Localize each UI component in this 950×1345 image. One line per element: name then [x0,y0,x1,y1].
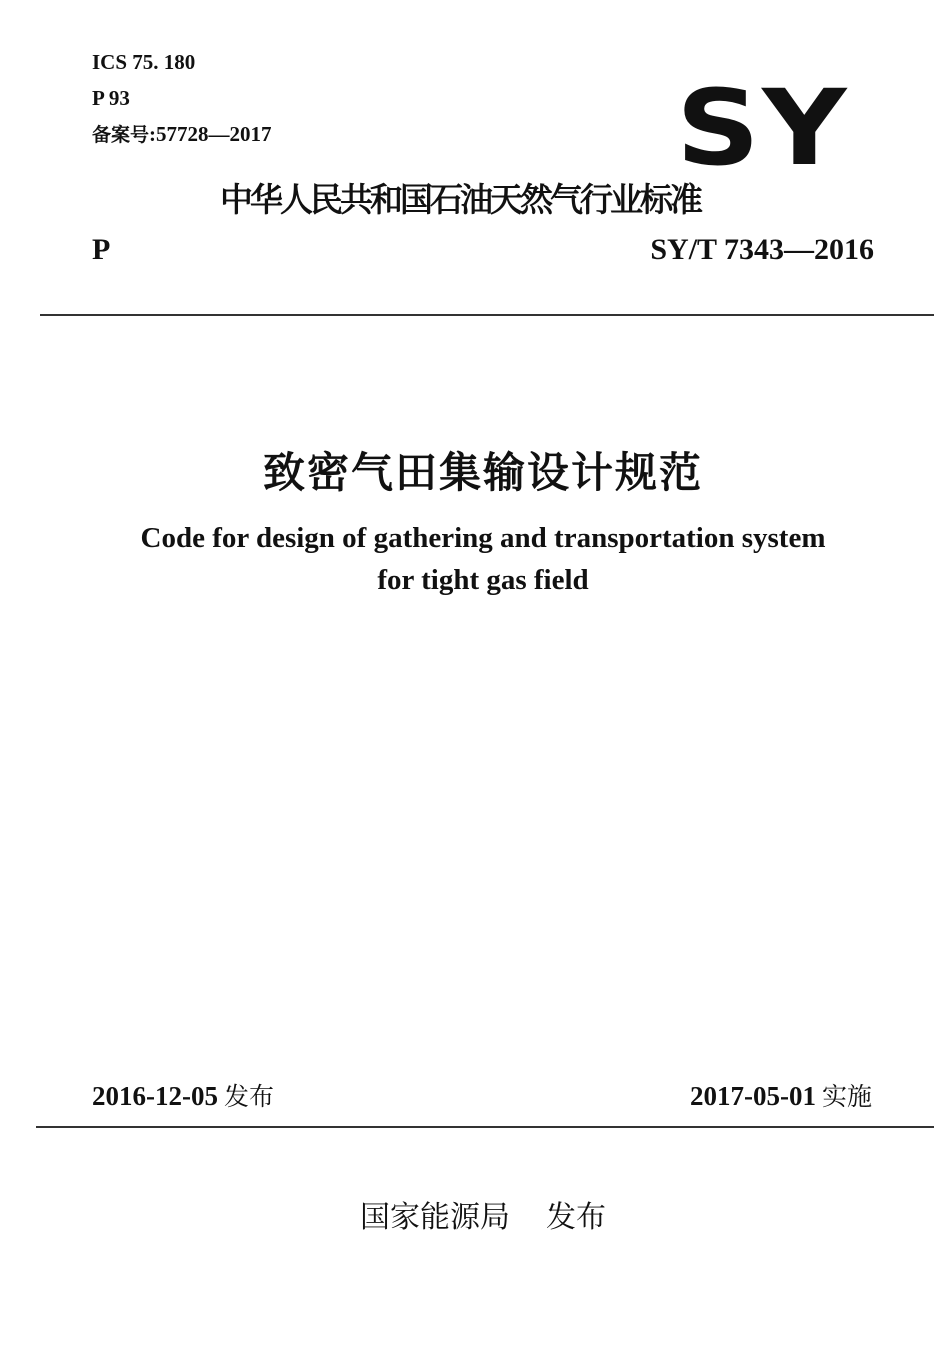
filing-number-line [92,122,272,147]
category-letter: P [92,233,111,266]
issue-date-label: 发布 [223,1082,274,1111]
sy-logo: SY [676,67,849,189]
document-title-chinese: 致密气田集输设计规范 [262,448,703,497]
industry-standard-title: 中华人民共和国石油天然气行业标准 [220,180,700,219]
filing-label: 备案号 [92,124,150,146]
standard-number: SY/T 7343—2016 [650,233,874,266]
effective-date-line [690,1078,872,1115]
document-title-english-line2: for tight gas field [377,564,589,596]
issuer-name: 国家能源局 [360,1200,510,1235]
issuer-label: 发布 [546,1200,606,1235]
issuer-line [0,1196,950,1240]
document-title-english-line1: Code for design of gathering and transportation system [140,522,826,554]
filing-number: 57728—2017 [156,122,272,146]
issue-date: 2016-12-05 [92,1081,218,1111]
effective-date: 2017-05-01 [690,1081,816,1111]
bottom-divider [36,1126,934,1128]
top-divider [40,314,934,316]
classification-code: P 93 [92,86,130,110]
issue-date-line [92,1078,274,1115]
ics-code: ICS 75. 180 [92,50,196,74]
filing-separator: : [149,122,157,146]
effective-date-label: 实施 [821,1082,872,1111]
